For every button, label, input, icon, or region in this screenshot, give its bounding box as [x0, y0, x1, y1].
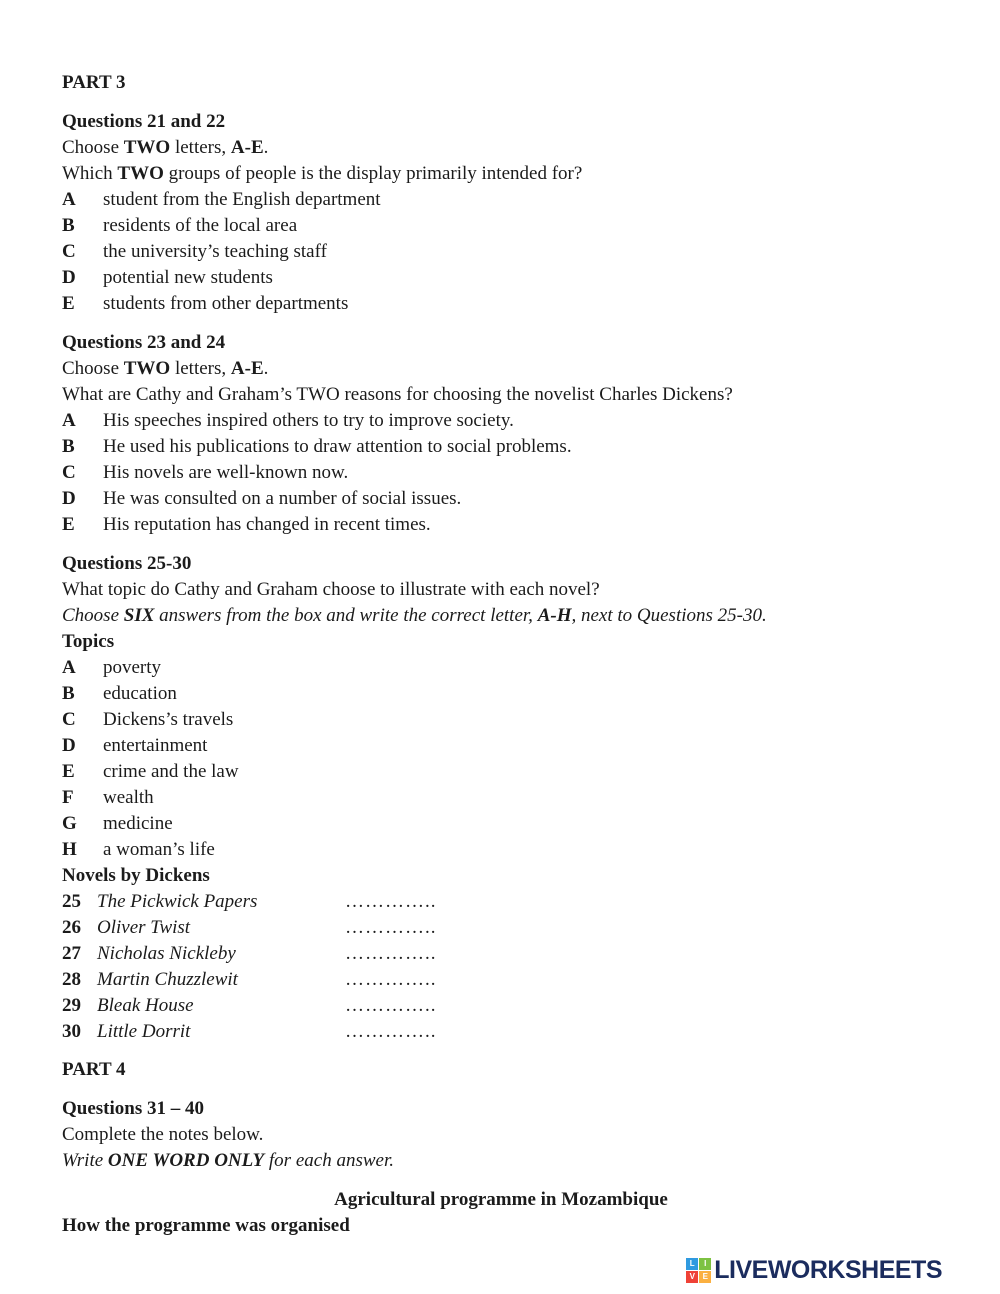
option-text: He used his publications to draw attention to social problems.: [103, 436, 572, 457]
logo-letter-v: V: [686, 1271, 698, 1283]
text-segment: A-H: [537, 605, 572, 626]
questions-21-22-heading: Questions 21 and 22: [62, 111, 226, 132]
topic-text: education: [103, 683, 177, 704]
text-segment: , next to Questions 25-30.: [571, 605, 767, 626]
text-segment: letters,: [170, 137, 231, 158]
part4-title: PART 4: [62, 1059, 126, 1080]
topic-letter: C: [62, 709, 76, 730]
novel-title: Little Dorrit: [97, 1021, 191, 1042]
text-segment: answers from the box and write the correct letter,: [154, 605, 538, 626]
novel-row: [62, 993, 940, 1019]
text-segment: ONE WORD ONLY: [107, 1150, 265, 1171]
novel-title: Bleak House: [97, 995, 194, 1016]
option-row: [62, 434, 940, 460]
option-row: [62, 265, 940, 291]
option-letter: B: [62, 436, 75, 457]
question-text: [62, 161, 940, 187]
topic-letter: E: [62, 761, 75, 782]
choose-instruction: [62, 135, 940, 161]
topic-text: a woman’s life: [103, 839, 215, 860]
topic-text: Dickens’s travels: [103, 709, 234, 730]
option-letter: A: [62, 410, 76, 431]
question-text: What are Cathy and Graham’s TWO reasons for choosing the novelist Charles Dickens?: [62, 384, 733, 405]
option-text: student from the English department: [103, 189, 381, 210]
questions-31-40-heading: Questions 31 – 40: [62, 1098, 204, 1119]
answer-blank-28[interactable]: …………..: [345, 969, 437, 990]
option-row: [62, 408, 940, 434]
logo-letter-l: L: [686, 1258, 698, 1270]
text-segment: A-E: [230, 137, 264, 158]
topic-letter: H: [62, 839, 77, 860]
novels-heading: Novels by Dickens: [62, 865, 210, 886]
option-row: [62, 239, 940, 265]
text-segment: groups of people is the display primarily intended for?: [163, 163, 583, 184]
topic-text: crime and the law: [103, 761, 239, 782]
option-text: His speeches inspired others to try to improve society.: [103, 410, 514, 431]
answer-blank-30[interactable]: …………..: [345, 1021, 437, 1042]
topic-text: medicine: [103, 813, 173, 834]
topic-row: [62, 655, 940, 681]
option-text: He was consulted on a number of social issues.: [103, 488, 462, 509]
novel-title: Martin Chuzzlewit: [97, 969, 238, 990]
option-letter: D: [62, 267, 76, 288]
choose-instruction: [62, 356, 940, 382]
topic-letter: G: [62, 813, 77, 834]
option-row: [62, 486, 940, 512]
novel-title: Oliver Twist: [97, 917, 191, 938]
part3-title: PART 3: [62, 72, 126, 93]
topic-text: poverty: [103, 657, 162, 678]
text-segment: Choose: [62, 605, 124, 626]
topic-row: [62, 837, 940, 863]
topic-letter: B: [62, 683, 75, 704]
questions-21-22-section: [62, 109, 940, 317]
text-segment: A-E: [230, 358, 264, 379]
complete-notes-instruction: Complete the notes below.: [62, 1124, 264, 1145]
text-segment: Write: [62, 1150, 108, 1171]
logo-letter-i: I: [699, 1258, 711, 1270]
notes-title: Agricultural programme in Mozambique: [334, 1189, 668, 1210]
question-text: What topic do Cathy and Graham choose to illustrate with each novel?: [62, 579, 600, 600]
novel-title: Nicholas Nickleby: [97, 943, 236, 964]
answer-blank-25[interactable]: …………..: [345, 891, 437, 912]
option-row: [62, 187, 940, 213]
logo-letter-e: E: [699, 1271, 711, 1283]
answer-blank-29[interactable]: …………..: [345, 995, 437, 1016]
liveworksheets-logo-icon[interactable]: [686, 1258, 711, 1283]
brand-name[interactable]: LIVEWORKSHEETS: [714, 1256, 942, 1284]
option-letter: B: [62, 215, 75, 236]
topic-row: [62, 733, 940, 759]
option-text: His novels are well-known now.: [103, 462, 349, 483]
text-segment: Which: [62, 163, 118, 184]
text-segment: letters,: [170, 358, 231, 379]
text-segment: TWO: [123, 358, 171, 379]
option-letter: E: [62, 293, 75, 314]
topic-row: [62, 707, 940, 733]
footer: [686, 1256, 942, 1285]
questions-25-30-section: [62, 551, 940, 1045]
answer-blank-26[interactable]: …………..: [345, 917, 437, 938]
topic-row: [62, 811, 940, 837]
option-row: [62, 512, 940, 538]
option-letter: A: [62, 189, 76, 210]
questions-25-30-heading: Questions 25-30: [62, 553, 192, 574]
answer-blank-27[interactable]: …………..: [345, 943, 437, 964]
topic-text: wealth: [103, 787, 154, 808]
topic-row: [62, 681, 940, 707]
novel-number: 25: [62, 891, 81, 912]
option-letter: D: [62, 488, 76, 509]
novel-title: The Pickwick Papers: [97, 891, 258, 912]
novel-number: 28: [62, 969, 81, 990]
text-segment: Choose: [62, 137, 124, 158]
option-letter: C: [62, 462, 76, 483]
novel-row: [62, 967, 940, 993]
novel-row: [62, 941, 940, 967]
topics-heading: Topics: [62, 631, 115, 652]
text-segment: .: [263, 137, 269, 158]
novel-number: 27: [62, 943, 81, 964]
questions-23-24-heading: Questions 23 and 24: [62, 332, 226, 353]
topic-letter: A: [62, 657, 76, 678]
option-row: [62, 291, 940, 317]
option-row: [62, 213, 940, 239]
notes-subheading: How the programme was organised: [62, 1215, 350, 1236]
topic-text: entertainment: [103, 735, 208, 756]
topic-letter: F: [62, 787, 74, 808]
text-segment: for each answer.: [264, 1150, 394, 1171]
text-segment: TWO: [123, 137, 171, 158]
text-segment: TWO: [117, 163, 164, 184]
novel-number: 26: [62, 917, 81, 938]
option-text: the university’s teaching staff: [103, 241, 327, 262]
novel-row: [62, 915, 940, 941]
novel-number: 29: [62, 995, 81, 1016]
option-letter: E: [62, 514, 75, 535]
option-text: potential new students: [103, 267, 273, 288]
box-instruction: [62, 603, 940, 629]
option-letter: C: [62, 241, 76, 262]
novel-row: [62, 1019, 940, 1045]
topic-row: [62, 785, 940, 811]
topic-row: [62, 759, 940, 785]
text-segment: SIX: [123, 605, 155, 626]
option-text: students from other departments: [103, 293, 349, 314]
text-segment: .: [263, 358, 269, 379]
option-text: residents of the local area: [103, 215, 298, 236]
novel-row: [62, 889, 940, 915]
option-text: His reputation has changed in recent times.: [103, 514, 431, 535]
questions-31-40-section: [62, 1096, 940, 1239]
one-word-instruction: [62, 1148, 940, 1174]
novel-number: 30: [62, 1021, 81, 1042]
topic-letter: D: [62, 735, 76, 756]
text-segment: Choose: [62, 358, 124, 379]
questions-23-24-section: [62, 330, 940, 538]
option-row: [62, 460, 940, 486]
